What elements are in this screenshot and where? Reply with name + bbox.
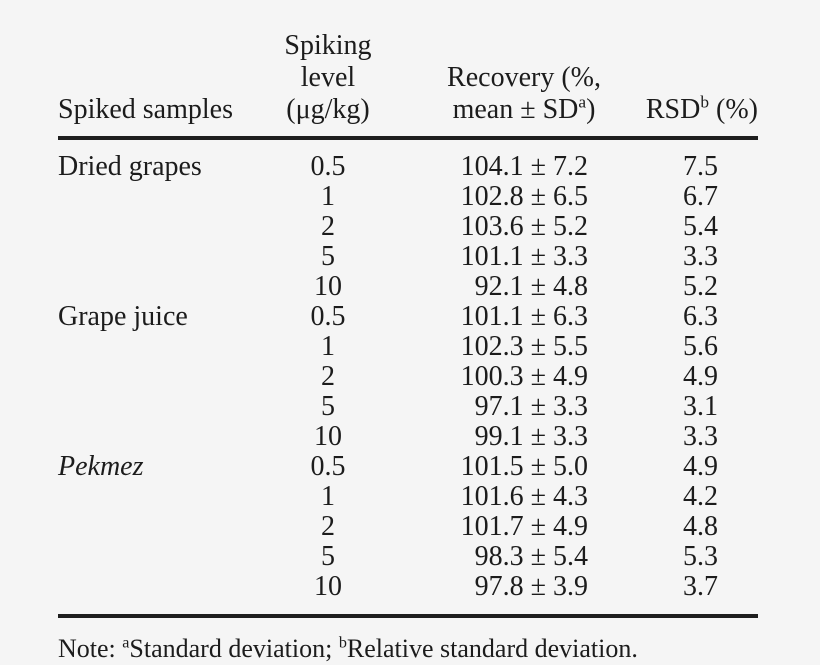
- cell-rsd: 4.2: [683, 481, 718, 512]
- table-row: [58, 182, 758, 212]
- cell-spiking-level: 0.5: [310, 301, 346, 332]
- cell-sample-empty: [58, 572, 258, 616]
- table-note: [58, 632, 820, 665]
- cell-rsd: 3.1: [683, 391, 718, 422]
- cell-recovery: 99.1 ± 3.3: [474, 421, 588, 452]
- cell-sample-empty: [58, 512, 258, 542]
- cell-rsd: 6.7: [683, 181, 718, 212]
- cell-spiking-level: 1: [321, 481, 335, 512]
- cell-sample-empty: [58, 212, 258, 242]
- cell-sample: Dried grapes: [58, 151, 202, 182]
- table-row: [58, 242, 758, 272]
- superscript-b: b: [700, 92, 710, 112]
- cell-rsd: 4.9: [683, 361, 718, 392]
- cell-sample: Grape juice: [58, 301, 188, 332]
- cell-spiking-level: 2: [321, 211, 335, 242]
- cell-recovery: 101.1 ± 3.3: [460, 241, 588, 272]
- note-superscript-b: b: [338, 634, 347, 652]
- cell-spiking-level: 10: [258, 572, 398, 616]
- col-header-spiked-samples: [58, 30, 258, 138]
- cell-recovery: 101.5 ± 5.0: [460, 451, 588, 482]
- table-row: [58, 212, 758, 242]
- table-row: [58, 422, 758, 452]
- cell-rsd: 4.9: [683, 451, 718, 482]
- cell-recovery: 97.1 ± 3.3: [474, 391, 588, 422]
- cell-sample-empty: [58, 422, 258, 452]
- cell-recovery: 97.8 ± 3.9: [398, 572, 608, 616]
- table-row: [58, 332, 758, 362]
- cell-sample-empty: [58, 332, 258, 362]
- col-header-spiking-level: [258, 30, 398, 138]
- table-row: [58, 272, 758, 302]
- table-row: [58, 392, 758, 422]
- cell-rsd: 4.8: [683, 511, 718, 542]
- superscript-a: a: [578, 92, 587, 112]
- col-header-recovery: [398, 30, 608, 138]
- table-row: [58, 302, 758, 332]
- cell-recovery: 92.1 ± 4.8: [474, 271, 588, 302]
- note-superscript-a: a: [122, 634, 130, 652]
- cell-sample-empty: [58, 242, 258, 272]
- cell-sample-empty: [58, 392, 258, 422]
- cell-spiking-level: 5: [321, 241, 335, 272]
- cell-recovery: 98.3 ± 5.4: [474, 541, 588, 572]
- cell-sample-empty: [58, 482, 258, 512]
- cell-spiking-level: 10: [314, 421, 342, 452]
- cell-spiking-level: 2: [321, 361, 335, 392]
- table-row: [58, 572, 758, 616]
- cell-spiking-level: 1: [321, 181, 335, 212]
- cell-rsd: 6.3: [683, 301, 718, 332]
- cell-spiking-level: 0.5: [310, 151, 346, 182]
- cell-spiking-level: 1: [321, 331, 335, 362]
- note-text-b: Relative standard deviation.: [346, 634, 638, 663]
- table-row: [58, 512, 758, 542]
- note-text-a: Standard deviation;: [129, 634, 339, 663]
- cell-rsd: 5.3: [683, 541, 718, 572]
- table-row: [58, 452, 758, 482]
- table-header: [58, 30, 758, 138]
- cell-recovery: 101.1 ± 6.3: [460, 301, 588, 332]
- cell-recovery: 103.6 ± 5.2: [460, 211, 588, 242]
- cell-sample-empty: [58, 362, 258, 392]
- cell-rsd: 5.6: [683, 331, 718, 362]
- cell-recovery: 100.3 ± 4.9: [460, 361, 588, 392]
- table-row: [58, 482, 758, 512]
- cell-spiking-level: 5: [321, 391, 335, 422]
- cell-rsd: 7.5: [683, 151, 718, 182]
- recovery-line2-close: ): [586, 94, 596, 125]
- cell-rsd: 3.7: [608, 572, 758, 616]
- recovery-table: [58, 30, 758, 618]
- rsd-unit: (%): [709, 94, 758, 125]
- cell-sample-empty: [58, 182, 258, 212]
- table-row: [58, 362, 758, 392]
- col-header-spiked-samples-label: Spiked samples: [58, 94, 233, 125]
- header-row: [58, 30, 758, 138]
- cell-sample-empty: [58, 542, 258, 572]
- cell-sample-empty: [58, 272, 258, 302]
- col-header-rsd: [608, 30, 758, 138]
- cell-recovery: 101.6 ± 4.3: [460, 481, 588, 512]
- table-row: [58, 542, 758, 572]
- cell-recovery: 102.3 ± 5.5: [460, 331, 588, 362]
- rsd-label: RSD: [645, 94, 701, 125]
- recovery-line2: mean ± SD: [452, 94, 579, 125]
- cell-rsd: 3.3: [683, 421, 718, 452]
- cell-recovery: 102.8 ± 6.5: [460, 181, 588, 212]
- cell-rsd: 5.2: [683, 271, 718, 302]
- cell-spiking-level: 5: [321, 541, 335, 572]
- note-prefix: Note:: [58, 634, 123, 663]
- cell-rsd: 5.4: [683, 211, 718, 242]
- table-body: [58, 138, 758, 616]
- cell-recovery: 101.7 ± 4.9: [460, 511, 588, 542]
- spiking-level-line2: (μg/kg): [286, 94, 370, 125]
- cell-rsd: 3.3: [683, 241, 718, 272]
- recovery-line1: Recovery (%,: [447, 62, 601, 93]
- spiking-level-line1: Spiking level: [284, 30, 372, 93]
- cell-recovery: 104.1 ± 7.2: [460, 151, 588, 182]
- cell-spiking-level: 0.5: [310, 451, 346, 482]
- cell-spiking-level: 2: [321, 511, 335, 542]
- cell-sample: Pekmez: [58, 451, 144, 482]
- table-row: [58, 138, 758, 182]
- cell-spiking-level: 10: [314, 271, 342, 302]
